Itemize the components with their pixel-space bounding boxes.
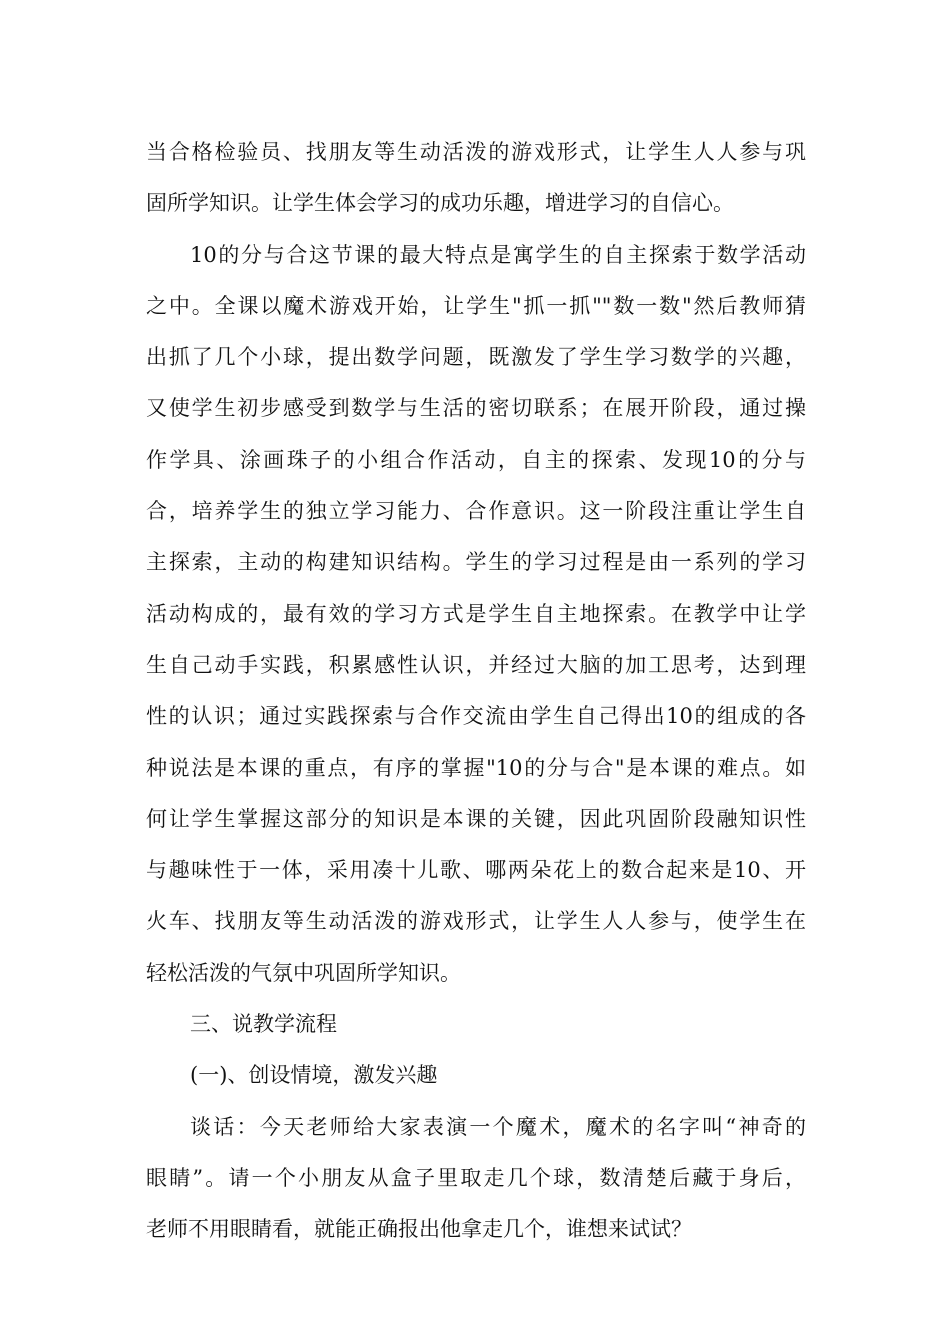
text-line: 活动构成的，最有效的学习方式是学生自主地探索。在教学中让学 [146, 601, 806, 626]
text-line: 又使学生初步感受到数学与生活的密切联系；在展开阶段，通过操 [146, 396, 806, 421]
text-line: 作学具、涂画珠子的小组合作活动，自主的探索、发现10的分与 [146, 447, 806, 472]
paragraph [146, 127, 806, 230]
text-line: 老师不用眼睛看，就能正确报出他拿走几个，谁想来试试？ [146, 1217, 692, 1242]
text-line: 之中。全课以魔术游戏开始，让学生"抓一抓""数一数"然后教师猜 [146, 293, 806, 318]
subsection-heading [146, 1050, 806, 1101]
text-line: 10的分与合这节课的最大特点是寓学生的自主探索于数学活动 [190, 242, 806, 267]
text-line: 性的认识；通过实践探索与合作交流由学生自己得出10的组成的各 [146, 704, 806, 729]
text-line: 何让学生掌握这部分的知识是本课的关键，因此巩固阶段融知识性 [146, 806, 806, 831]
paragraph [146, 1102, 806, 1256]
text-line: 生自己动手实践，积累感性认识，并经过大脑的加工思考，达到理 [146, 652, 806, 677]
heading-line: (一)、创设情境，激发兴趣 [190, 1063, 438, 1088]
text-line: 当合格检验员、找朋友等生动活泼的游戏形式，让学生人人参与巩 [146, 140, 806, 164]
text-line: 出抓了几个小球，提出数学问题，既激发了学生学习数学的兴趣， [146, 345, 806, 370]
document-page [146, 127, 806, 1256]
section-heading [146, 999, 806, 1050]
heading-line: 三、说教学流程 [190, 1012, 337, 1037]
paragraph [146, 230, 806, 999]
text-line: 主探索，主动的构建知识结构。学生的学习过程是由一系列的学习 [146, 550, 806, 575]
text-line: 种说法是本课的重点，有序的掌握"10的分与合"是本课的难点。如 [146, 755, 806, 780]
text-line: 火车、找朋友等生动活泼的游戏形式，让学生人人参与，使学生在 [146, 909, 806, 934]
text-line: 轻松活泼的气氛中巩固所学知识。 [146, 960, 461, 985]
text-line: 固所学知识。让学生体会学习的成功乐趣，增进学习的自信心。 [146, 191, 734, 216]
text-line: 谈话：今天老师给大家表演一个魔术，魔术的名字叫“神奇的 [190, 1114, 806, 1139]
text-line: 眼睛”。请一个小朋友从盒子里取走几个球，数清楚后藏于身后， [146, 1165, 806, 1190]
text-line: 合，培养学生的独立学习能力、合作意识。这一阶段注重让学生自 [146, 499, 806, 524]
text-line: 与趣味性于一体，采用凑十儿歌、哪两朵花上的数合起来是10、开 [146, 858, 806, 883]
